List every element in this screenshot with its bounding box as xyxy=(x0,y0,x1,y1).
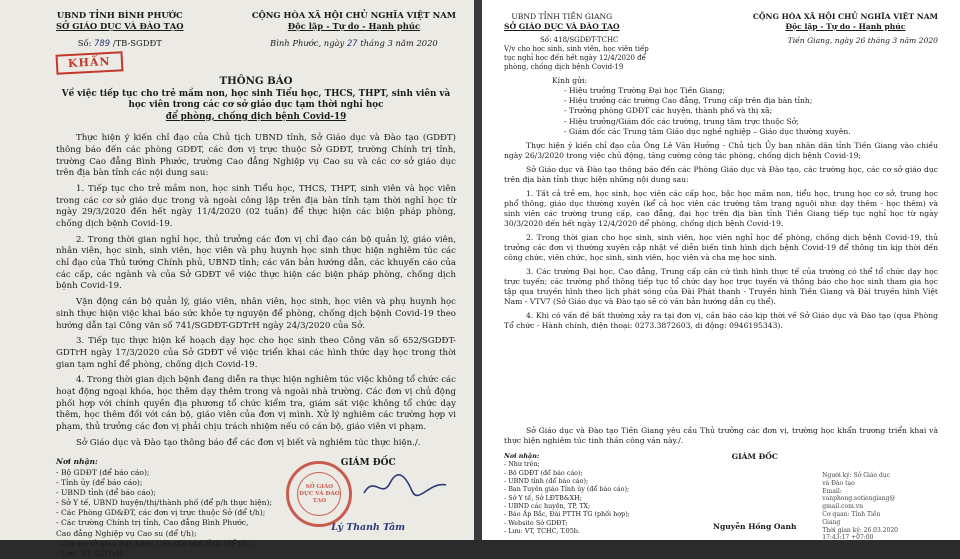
digital-sign-line: và Đào tạo xyxy=(822,479,855,487)
digital-sign-line: Email: xyxy=(822,487,842,495)
left-org-block xyxy=(56,10,184,73)
right-place-date: Tiền Giang, ngày 26 tháng 3 năm 2020 xyxy=(787,35,938,45)
right-signer xyxy=(687,452,822,542)
recipient-item: - Sở Y tế, Sở LĐTB&XH; xyxy=(504,493,582,502)
right-recipients xyxy=(504,452,687,542)
right-meta xyxy=(504,36,938,72)
send-list-item: - Hiệu trưởng các trường Cao đẳng, Trung cấp trên địa bàn tỉnh; xyxy=(564,96,813,106)
right-paragraph: 4. Khi có vấn đề bất thường xảy ra tại đơn vị, cần báo cáo kịp thời về Sở Giáo dục và Đào tạo (qua Phòng Tổ chức - Hành chính, điện thoại: 0273.3872603, di động: 0946195343). xyxy=(504,311,938,331)
recipient-item: - Sở Y tế, UBND huyện/thị/thành phố (để p/h thực hiện); xyxy=(56,498,273,508)
right-org-block xyxy=(504,12,620,32)
right-lower-section xyxy=(504,422,938,542)
right-nation-line1: CỘNG HÒA XÃ HỘI CHỦ NGHĨA VIỆT NAM xyxy=(752,12,938,21)
right-header xyxy=(504,12,938,32)
left-header xyxy=(56,10,456,73)
send-list-item: - Giám đốc các Trung tâm Giáo dục nghề nghiệp – Giáo dục thường xuyên. xyxy=(564,126,851,136)
send-list-item: - Hiệu trưởng/Giám đốc các trường, trung tâm trực thuộc Sở; xyxy=(564,116,799,126)
right-org-line1: UBND TỈNH TIỀN GIANG xyxy=(511,12,613,21)
send-list-item: - Trưởng phòng GDĐT các huyện, thành phố và thị xã; xyxy=(564,106,773,116)
left-paragraph: Thực hiện ý kiến chỉ đạo của Chủ tịch UBND tỉnh, Sở Giáo dục và Đào tạo (GDĐT) thông báo đến các phòng GDĐT, các đơn vị trực thuộc Sở GDĐT, trường Chính trị tỉnh, trường Cao đẳng Bình Phước, trường Cao đẳng Nghiệp vụ Cao su và các cơ sở giáo dục trên địa bàn tỉnh các nội dung sau: xyxy=(56,133,456,179)
digital-sign-line: Giang xyxy=(822,518,841,526)
recipient-item: - Như trên; xyxy=(504,460,540,469)
left-place: Bình Phước, ngày xyxy=(270,37,345,48)
left-place-date xyxy=(252,38,456,49)
digital-sign-line: Cơ quan: Tỉnh Tiền xyxy=(822,511,881,519)
page-divider xyxy=(474,0,482,540)
right-paragraph: Thực hiện ý kiến chỉ đạo của Ông Lê Văn Hưởng - Chủ tịch Ủy ban nhân dân tỉnh Tiền Giang vào chiều ngày 26/3/2020 trong việc chủ động, tăng cường công tác phòng, chống dịch bệnh Covid-19; xyxy=(504,140,938,160)
right-paragraph: 3. Các trường Đại học, Cao đẳng, Trung cấp căn cứ tình hình thực tế của trường có thể tổ chức dạy học trực tuyến; các trường phổ thông tiếp tục tổ chức dạy học trực tuyến và thông báo cho học sinh tham gia học tập qua truyền hình theo lịch phát sóng của Đài Phát thanh - Truyền hình Tiền Giang và Đài truyền hình Việt Nam - VTV7 (Sở Giáo dục và Đào tạo sẽ có văn bản hướng dẫn cụ thể). xyxy=(504,267,938,307)
left-title: THÔNG BÁO xyxy=(219,75,293,88)
right-nation-line2: Độc lập - Tự do - Hạnh phúc xyxy=(785,21,906,31)
left-nation-line2: Độc lập - Tự do - Hạnh phúc xyxy=(287,20,421,31)
right-recipients-label: Nơi nhận: xyxy=(504,452,540,461)
digital-sign-line: gmail.com.vn xyxy=(822,503,863,511)
left-org-line1: UBND TỈNH BÌNH PHƯỚC xyxy=(56,10,183,20)
left-doc-number-prefix: Số: xyxy=(77,37,92,48)
left-body xyxy=(56,133,456,449)
digital-sign-line: Người ký: Sở Giáo dục xyxy=(822,472,891,480)
right-nation-block xyxy=(753,12,938,32)
right-paragraph: 1. Tất cả trẻ em, học sinh, học viên các cấp học, bậc học mầm non, tiểu học, trung học cơ sở, trung học phổ thông, giáo dục thường xuyên (kể cả học viên các trường tâm trạng nguội như: dạy thêm - học thêm) và sinh viên các trường trung cấp, cao đẳng, đại học trên địa bàn tỉnh Tiền Giang tiếp tục nghỉ học từ ngày 30/3/2020 đến hết ngày 12/4/2020 để phòng, chống dịch bệnh Covid-19. xyxy=(504,189,938,229)
digital-signature-info xyxy=(822,472,938,542)
left-paragraph: 1. Tiếp tục cho trẻ mầm non, học sinh Tiểu học, THCS, THPT, sinh viên và học viên trong các cơ sở giáo dục trong và ngoài công lập trên địa bàn tỉnh tạm thời nghỉ học từ ngày 29/3/2020 đến hết ngày 11/4/2020 (02 tuần) để thực hiện các biện pháp phòng, chống dịch bệnh Covid-19. xyxy=(56,183,456,230)
recipient-item: - UBND tỉnh (để báo cáo); xyxy=(56,487,156,497)
recipient-item: - Website Sở GDĐT; xyxy=(504,518,568,527)
left-recipients-label: Nơi nhận: xyxy=(56,457,98,467)
right-signer-position: GIÁM ĐỐC xyxy=(731,452,778,462)
right-kinh-gui: Kính gửi: xyxy=(552,76,588,86)
right-paragraph: 2. Trong thời gian cho học sinh, sinh viên, học viên nghỉ học để phòng, chống dịch bệnh Covid-19, thủ trưởng các đơn vị thường xuyên cập nhật về diễn biến tình hình dịch bệnh Covid-19 để thông tin kịp thời đến công chức, viên chức, học sinh, sinh viên, học viên và cha mẹ học sinh. xyxy=(504,233,938,263)
right-org-line2: SỞ GIÁO DỤC VÀ ĐÀO TẠO xyxy=(504,21,620,31)
right-signature-row xyxy=(504,452,938,542)
left-nation-line1: CỘNG HÒA XÃ HỘI CHỦ NGHĨA VIỆT NAM xyxy=(251,10,456,20)
recipient-item: - Lưu: VT, GDTrH. xyxy=(56,548,125,558)
recipient-item: - UBND các huyện, TP, TX; xyxy=(504,502,591,510)
right-doc-number: Số: 418/SGDĐT-TCHC xyxy=(540,35,619,44)
left-org-line2: SỞ GIÁO DỤC VÀ ĐÀO TẠO xyxy=(56,20,184,31)
recipient-item: - Các cơ sở giáo dục khác trên địa bàn tỉnh (để t/h); xyxy=(56,538,255,548)
digital-sign-line: vanphong.sotiengiang@ xyxy=(822,495,896,503)
recipient-item: - Ban Tuyên giáo Tỉnh ủy (để báo cáo); xyxy=(504,485,630,494)
recipient-item: Cao đẳng Nghiệp vụ Cao su (để t/h); xyxy=(56,528,197,538)
left-doc-number xyxy=(56,38,184,49)
left-document xyxy=(0,0,474,558)
left-paragraph: Sở Giáo dục và Đào tạo thông báo để các đơn vị biết và nghiêm túc thực hiện./. xyxy=(76,437,421,448)
left-subtitle-1: Về việc tiếp tục cho trẻ mầm non, học sinh Tiểu học, THCS, THPT, sinh viên và xyxy=(61,88,451,99)
urgent-stamp: KHẨN xyxy=(56,51,124,75)
send-list-item: - Hiệu trưởng Trường Đại học Tiền Giang; xyxy=(564,86,725,96)
left-doc-number-suffix: /TB-SGDĐT xyxy=(112,37,162,48)
official-seal xyxy=(286,461,352,527)
left-paragraph: 4. Trong thời gian dịch bệnh đang diễn ra thực hiện nghiêm túc việc không tổ chức các hoạt động ngoại khóa, học thêm dạy thêm trong và ngoài nhà trường. Các đơn vị chủ động phối hợp với chính quyền địa phương tổ chức kiểm tra, giám sát việc không tổ chức dạy thêm, học thêm đối với cán bộ, giáo viên của đơn vị mình. Xử lý nghiêm các trường hợp vi phạm, thủ trưởng các đơn vị phải chịu trách nhiệm nếu có cán bộ, giáo viên vi phạm. xyxy=(56,375,456,433)
right-send-list xyxy=(504,86,938,137)
right-paragraph: Sở Giáo dục và Đào tạo thông báo đến các Phòng Giáo dục và Đào tạo, các trường học, các cơ sở giáo dục trên địa bàn tỉnh thực hiện những nội dung sau: xyxy=(504,165,938,185)
official-seal-inner: SỞ GIÁO DỤC VÀ ĐÀO TẠO xyxy=(297,472,341,516)
right-document xyxy=(482,0,960,540)
recipient-item: - Các trường Chính trị tỉnh, Cao đẳng Bình Phước, xyxy=(56,518,249,528)
left-paragraph: 2. Trong thời gian nghỉ học, thủ trưởng các đơn vị chỉ đạo cán bộ quản lý, giáo viên, nhân viên, học sinh, sinh viên, học viên và phụ huynh học sinh thực hiện nghiêm túc các chỉ đạo của Thủ tướng Chính phủ, UBND tỉnh; các văn bản hướng dẫn, các khuyến cáo của các cấp, các ngành và của Sở GDĐT về việc thực hiện các biện pháp phòng, chống dịch bệnh Covid-19. xyxy=(56,234,456,292)
left-recipients xyxy=(56,457,280,559)
left-signature-row xyxy=(56,457,456,559)
left-day: 27 xyxy=(346,37,358,48)
recipient-item: - Các Phòng GD&ĐT, các đơn vị trực thuộc Sở (để t/h); xyxy=(56,508,266,518)
recipient-item: - Bộ GDĐT (để báo cáo); xyxy=(56,467,150,477)
recipient-item: - Tỉnh ủy (để báo cáo); xyxy=(56,477,143,487)
left-doc-number-value: 789 xyxy=(94,37,111,48)
left-month-year: tháng 3 năm 2020 xyxy=(360,37,438,48)
left-nation-block xyxy=(252,10,456,73)
digital-sign-line: 17:43:17 +07:00 xyxy=(822,534,874,542)
recipient-item: - Lưu: VT, TCHC, T.05b. xyxy=(504,526,580,535)
right-meta-left xyxy=(504,36,654,72)
recipient-item: - UBND tỉnh (để báo cáo); xyxy=(504,477,589,486)
right-closing: Sở Giáo dục và Đào tạo Tiền Giang yêu cầu Thủ trưởng các đơn vị, trường học khẩn trương triển khai và thực hiện nghiêm túc tinh thần công văn này./. xyxy=(504,426,938,446)
digital-sign-line: Thời gian ký: 26.03.2020 xyxy=(822,526,898,534)
right-signer-name: Nguyễn Hồng Oanh xyxy=(713,522,797,532)
left-subtitle-3: để phòng, chống dịch bệnh Covid-19 xyxy=(165,111,347,122)
left-paragraph: 3. Tiếp tục thực hiện kế hoạch dạy học cho học sinh theo Công văn số 652/SGDĐT-GDTrH ngày 17/3/2020 của Sở GDĐT về việc triển khai các hình thức dạy học trong thời gian tạm nghỉ để phòng, chống dịch Covid-19. xyxy=(56,336,456,370)
left-subtitle-2: học viên trong các cơ sở giáo dục tạm thời nghỉ học xyxy=(128,100,384,111)
left-signer-position: GIÁM ĐỐC xyxy=(340,458,396,469)
right-doc-about: V/v cho học sinh, sinh viên, học viên tiếp tục nghỉ học đến hết ngày 12/4/2020 để phòng, chống dịch bệnh Covid-19 xyxy=(504,44,649,71)
handwritten-signature xyxy=(360,471,450,501)
left-paragraph: Vận động cán bộ quản lý, giáo viên, nhân viên, học sinh, học viên và phụ huynh học sinh thực hiện việc khai báo sức khỏe tự nguyện để phòng, chống dịch bệnh Covid-19 theo hướng dẫn tại Công văn số 741/SGDĐT-GDTrH ngày 24/3/2020 của Sở. xyxy=(56,297,456,331)
recipient-item: - Báo Ấp Bắc, Đài PTTH TG (phối hợp); xyxy=(504,510,630,519)
left-signer xyxy=(280,457,456,559)
recipient-item: - Bộ GDĐT (để báo cáo); xyxy=(504,468,583,477)
left-signer-name: Lý Thanh Tâm xyxy=(331,521,406,533)
